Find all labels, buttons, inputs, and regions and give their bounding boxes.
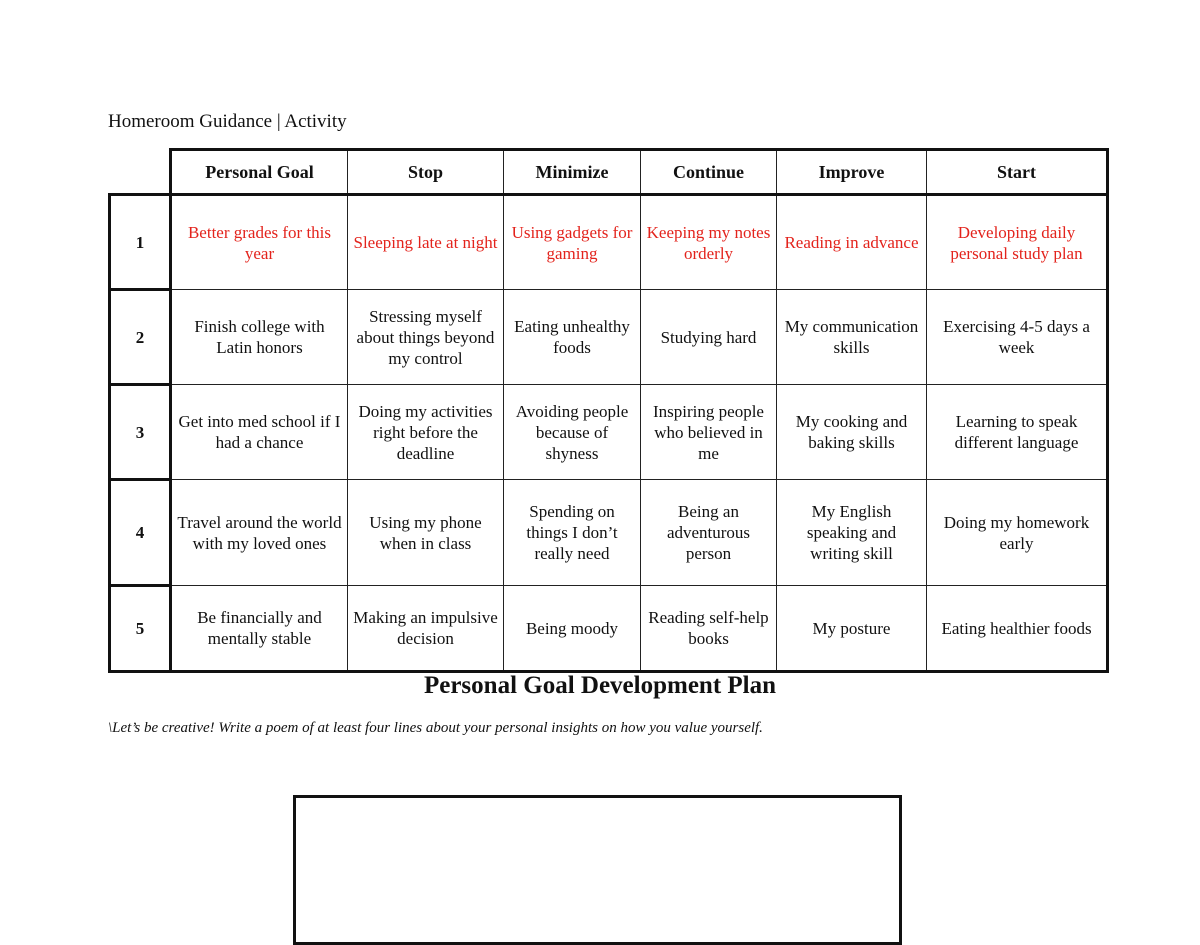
corner-cell: [110, 150, 171, 195]
column-header: Minimize: [504, 150, 641, 195]
table-cell: My posture: [777, 586, 927, 672]
table-cell: My cooking and baking skills: [777, 385, 927, 480]
row-number: 3: [110, 385, 171, 480]
table-cell: Reading in advance: [777, 195, 927, 290]
table-cell: Avoiding people because of shyness: [504, 385, 641, 480]
table-cell: Being an adventurous person: [641, 480, 777, 586]
table-cell: Finish college with Latin honors: [171, 290, 348, 385]
table-cell: Reading self-help books: [641, 586, 777, 672]
column-header: Start: [927, 150, 1108, 195]
column-header: Stop: [348, 150, 504, 195]
table-cell: Inspiring people who believed in me: [641, 385, 777, 480]
table-cell: Learning to speak different language: [927, 385, 1108, 480]
column-header: Personal Goal: [171, 150, 348, 195]
table-cell: Get into med school if I had a chance: [171, 385, 348, 480]
row-number: 2: [110, 290, 171, 385]
table-row: [110, 480, 1108, 586]
table-row: [110, 586, 1108, 672]
column-header: Continue: [641, 150, 777, 195]
column-header: Improve: [777, 150, 927, 195]
table-cell: Sleeping late at night: [348, 195, 504, 290]
poem-answer-box: [293, 795, 902, 945]
table-row: [110, 385, 1108, 480]
table-cell: Using gadgets for gaming: [504, 195, 641, 290]
instruction-text: \Let’s be creative! Write a poem of at least four lines about your personal insights on how you value yourself.: [108, 720, 763, 736]
table-cell: Travel around the world with my loved ones: [171, 480, 348, 586]
table-cell: Doing my homework early: [927, 480, 1108, 586]
row-number: 5: [110, 586, 171, 672]
row-number: 4: [110, 480, 171, 586]
table-cell: Making an impulsive decision: [348, 586, 504, 672]
table-row: [110, 195, 1108, 290]
table-cell: Better grades for this year: [171, 195, 348, 290]
row-number: 1: [110, 195, 171, 290]
table-cell: Spending on things I don’t really need: [504, 480, 641, 586]
table-cell: Exercising 4-5 days a week: [927, 290, 1108, 385]
table-cell: Eating healthier foods: [927, 586, 1108, 672]
table-cell: Being moody: [504, 586, 641, 672]
goal-plan-table: [108, 148, 1109, 673]
table-cell: Keeping my notes orderly: [641, 195, 777, 290]
table-cell: Studying hard: [641, 290, 777, 385]
page-title: Personal Goal Development Plan: [423, 672, 777, 699]
table-cell: Stressing myself about things beyond my control: [348, 290, 504, 385]
table-cell: Be financially and mentally stable: [171, 586, 348, 672]
header-label: Homeroom Guidance | Activity: [108, 111, 347, 132]
table-cell: My English speaking and writing skill: [777, 480, 927, 586]
table-cell: Using my phone when in class: [348, 480, 504, 586]
table-cell: Doing my activities right before the deadline: [348, 385, 504, 480]
table-cell: My communication skills: [777, 290, 927, 385]
table-header-row: [110, 150, 1108, 195]
table-cell: Eating unhealthy foods: [504, 290, 641, 385]
table-cell: Developing daily personal study plan: [927, 195, 1108, 290]
table-row: [110, 290, 1108, 385]
